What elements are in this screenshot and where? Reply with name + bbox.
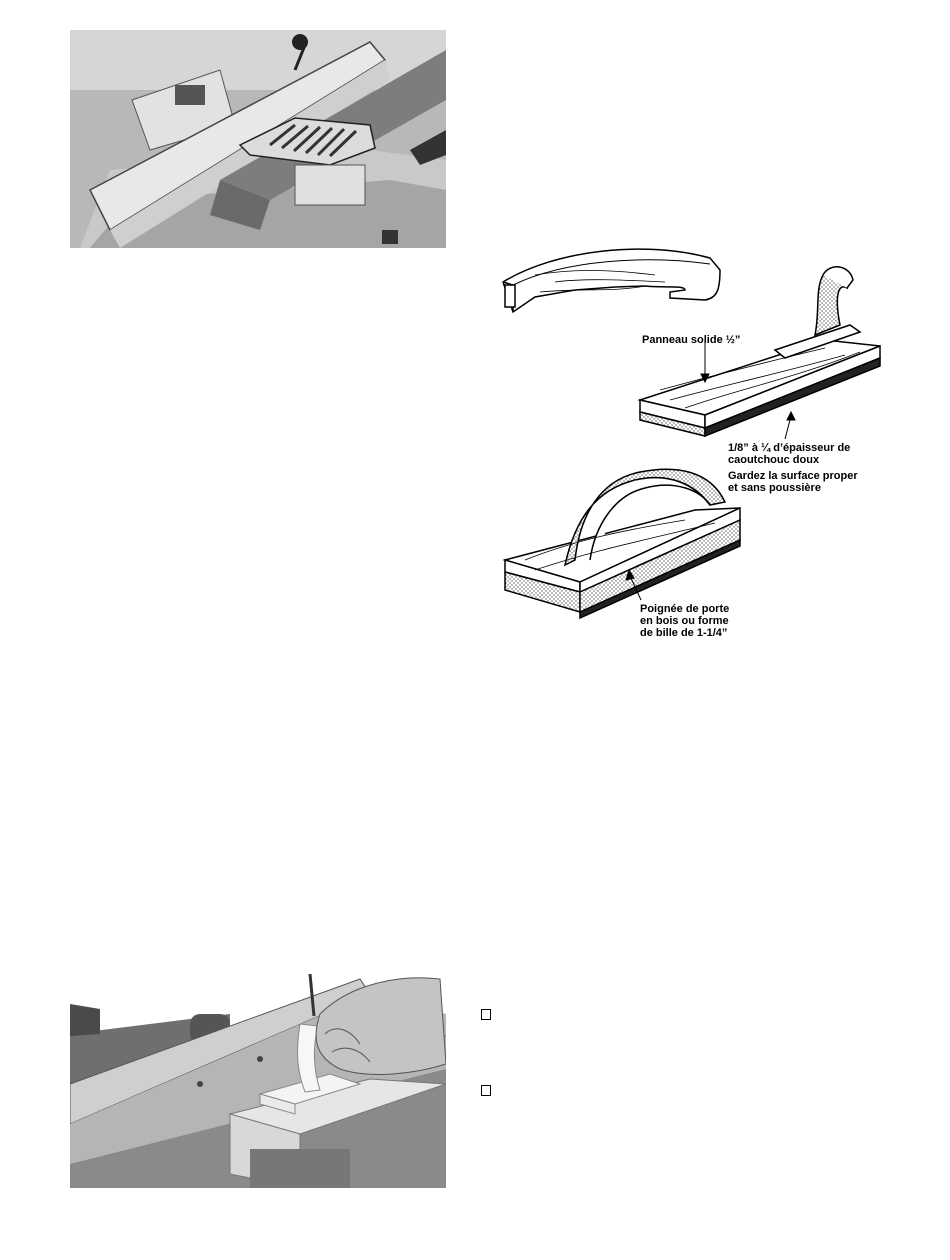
rubber-label-line2: caoutchouc doux (728, 454, 820, 466)
curved-handle-drawing (503, 249, 720, 312)
jointer-guard-photo (70, 30, 446, 248)
checklist-checkbox-1[interactable] (481, 1009, 491, 1020)
handle-label-line3: de bille de 1-1/4” (640, 627, 728, 639)
checklist-checkbox-2[interactable] (481, 1085, 491, 1096)
rubber-label-line1: 1/8” à ¼ d’épaisseur de (728, 442, 851, 454)
push-block-in-use-photo (70, 974, 446, 1188)
handle-label-line2: en bois ou forme (640, 615, 729, 627)
surface-label-line1: Gardez la surface proper (728, 470, 858, 482)
panel-label: Panneau solide ½” (642, 334, 741, 346)
jointer-guard-illustration (70, 30, 446, 248)
push-block-in-use-illustration (70, 974, 446, 1188)
surface-label-line2: et sans poussière (728, 482, 821, 494)
grip-push-block-drawing (505, 469, 740, 618)
handle-label-line1: Poignée de porte (640, 603, 730, 615)
